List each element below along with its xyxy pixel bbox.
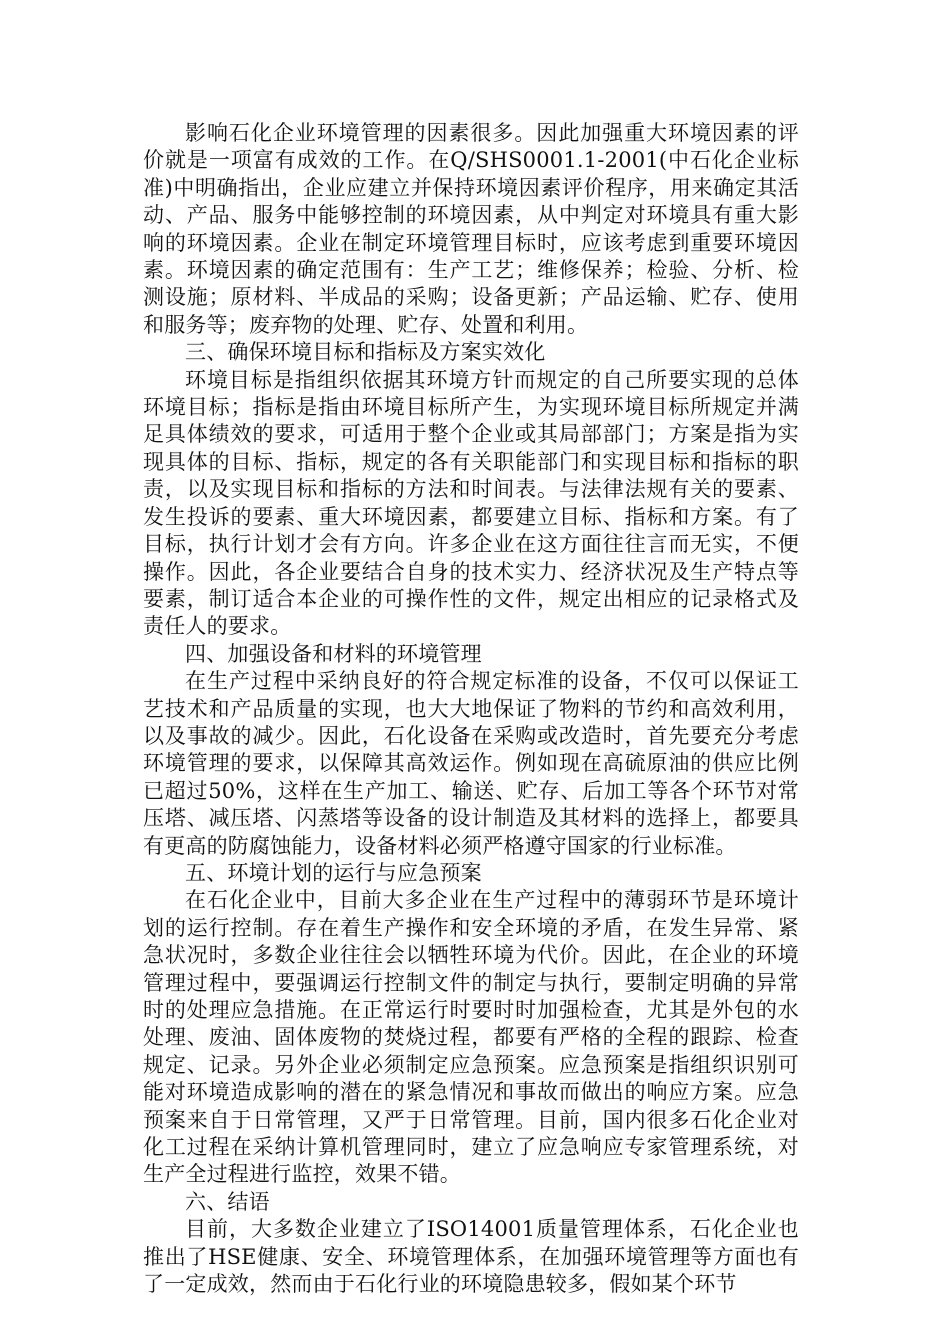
section-heading-5: 五、环境计划的运行与应急预案 bbox=[185, 860, 482, 885]
paragraph-environmental-factors: 影响石化企业环境管理的因素很多。因此加强重大环境因素的评价就是一项富有成效的工作。在Q/SHS0001.1-2001(中石化企业标准)中明确指出，企业应建立并保持环境因素评价程序，用来确定其活动、产品、服务中能够控制的环境因素，从中判定对环境具有重大影响的环境因素。企业在制定环境管理目标时，应该考虑到重要环境因素。环境因素的确定范围有：生产工艺；维修保养；检验、分析、检测设施；原材料、半成品的采购；设备更新；产品运输、贮存、使用和服务等；废弃物的处理、贮存、处置和利用。 bbox=[143, 121, 799, 337]
section-heading-3: 三、确保环境目标和指标及方案实效化 bbox=[185, 340, 546, 365]
document-body bbox=[143, 120, 799, 1298]
section-heading-6: 六、结语 bbox=[185, 1189, 270, 1214]
paragraph-targets-and-indicators: 环境目标是指组织依据其环境方针而规定的自己所要实现的总体环境目标；指标是指由环境目标所产生，为实现环境目标所规定并满足具体绩效的要求，可适用于整个企业或其局部部门；方案是指为实现具体的目标、指标，规定的各有关职能部门和实现目标和指标的职责，以及实现目标和指标的方法和时间表。与法律法规有关的要素、发生投诉的要素、重大环境因素，都要建立目标、指标和方案。有了目标，执行计划才会有方向。许多企业在这方面往往言而无实，不便操作。因此，各企业要结合自身的技术实力、经济状况及生产特点等要素，制订适合本企业的可操作性的文件，规定出相应的记录格式及责任人的要求。 bbox=[143, 367, 799, 639]
paragraph-conclusion: 目前，大多数企业建立了ISO14001质量管理体系，石化企业也推出了HSE健康、安全、环境管理体系，在加强环境管理等方面也有了一定成效，然而由于石化行业的环境隐患较多，假如某个环节 bbox=[143, 1217, 799, 1297]
paragraph-equipment-materials: 在生产过程中采纳良好的符合规定标准的设备，不仅可以保证工艺技术和产品质量的实现，也大大地保证了物料的节约和高效利用，以及事故的减少。因此，石化设备在采购或改造时，首先要充分考虑环境管理的要求，以保障其高效运作。例如现在高硫原油的供应比例已超过50%，这样在生产加工、输送、贮存、后加工等各个环节对常压塔、减压塔、闪蒸塔等设备的设计制造及其材料的选择上，都要具有更高的防腐蚀能力，设备材料必须严格遵守国家的行业标准。 bbox=[143, 669, 799, 858]
paragraph-operation-emergency: 在石化企业中，目前大多企业在生产过程中的薄弱环节是环境计划的运行控制。存在着生产操作和安全环境的矛盾，在发生异常、紧急状况时，多数企业往往会以牺牲环境为代价。因此，在企业的环境管理过程中，要强调运行控制文件的制定与执行，要制定明确的异常时的处理应急措施。在正常运行时要时时加强检查，尤其是外包的水处理、废油、固体废物的焚烧过程，都要有严格的全程的跟踪、检查规定、记录。另外企业必须制定应急预案。应急预案是指组织识别可能对环境造成影响的潜在的紧急情况和事故而做出的响应方案。应急预案来自于日常管理，又严于日常管理。目前，国内很多石化企业对化工过程在采纳计算机管理同时，建立了应急响应专家管理系统，对生产全过程进行监控，效果不错。 bbox=[143, 888, 799, 1187]
section-heading-4: 四、加强设备和材料的环境管理 bbox=[185, 641, 482, 666]
